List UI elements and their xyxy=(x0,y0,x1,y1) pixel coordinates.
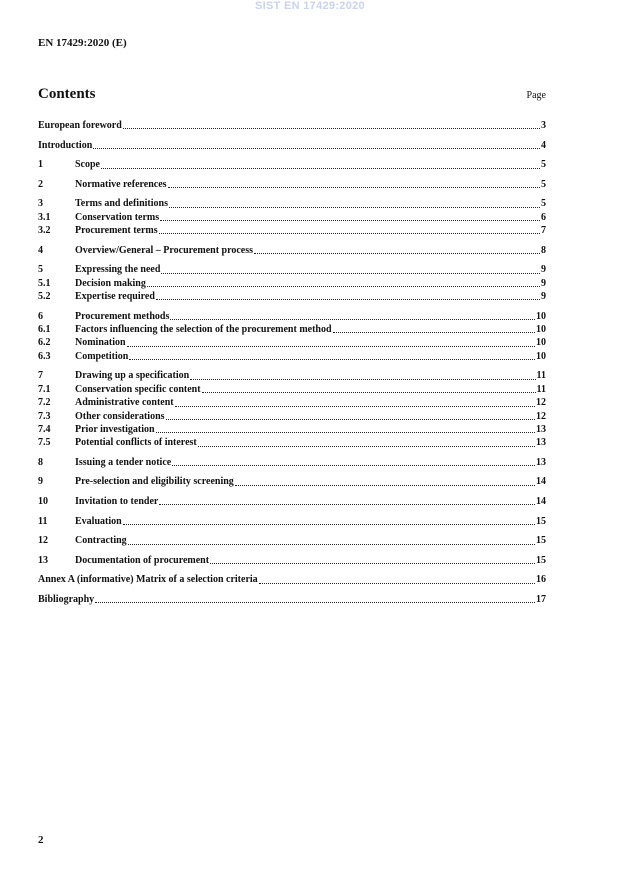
toc-entry-number: 8 xyxy=(38,456,43,468)
toc-dot-leader xyxy=(210,562,535,564)
toc-entry-page: 5 xyxy=(541,178,546,190)
toc-entry-page: 7 xyxy=(541,225,546,237)
toc-entry[interactable] xyxy=(38,423,546,436)
toc-entry-title: Issuing a tender notice xyxy=(75,456,172,468)
toc-entry-title: Scope xyxy=(75,159,100,171)
toc-entry[interactable] xyxy=(38,573,546,586)
toc-dot-leader xyxy=(123,127,540,129)
toc-entry-title: Documentation of procurement xyxy=(75,554,210,566)
toc-dot-leader xyxy=(190,378,535,380)
toc-entry[interactable] xyxy=(38,158,546,171)
toc-entry-number: 11 xyxy=(38,515,48,527)
toc-entry-number: 1 xyxy=(38,159,43,171)
toc-entry[interactable] xyxy=(38,410,546,423)
toc-entry[interactable] xyxy=(38,323,546,336)
toc-entry-page: 13 xyxy=(536,437,546,449)
toc-entry-page: 14 xyxy=(536,496,546,508)
toc-entry[interactable] xyxy=(38,396,546,409)
contents-title: Contents xyxy=(38,86,96,102)
toc-entry-title: Overview/General – Procurement process xyxy=(75,244,254,256)
toc-entry-title: Administrative content xyxy=(75,397,174,409)
toc-entry[interactable] xyxy=(38,139,546,152)
toc-dot-leader xyxy=(129,358,535,360)
toc-entry-number: 7 xyxy=(38,370,43,382)
toc-entry-number: 3.1 xyxy=(38,211,51,223)
toc-entry-title: Expressing the need xyxy=(75,264,161,276)
toc-entry[interactable] xyxy=(38,369,546,382)
toc-entry-title: Procurement methods xyxy=(75,310,170,322)
toc-entry-page: 10 xyxy=(536,350,546,362)
toc-entry-title: Annex A (informative) Matrix of a selection criteria xyxy=(38,574,258,586)
toc-entry-title: Nomination xyxy=(75,337,126,349)
toc-entry-page: 11 xyxy=(536,370,546,382)
toc-entry-title: Potential conflicts of interest xyxy=(75,437,197,449)
toc-entry-title: Procurement terms xyxy=(75,225,158,237)
toc-entry-number: 7.2 xyxy=(38,397,51,409)
toc-entry[interactable] xyxy=(38,495,546,508)
toc-entry-page: 4 xyxy=(541,139,546,151)
toc-entry[interactable] xyxy=(38,593,546,606)
toc-entry-number: 10 xyxy=(38,496,48,508)
toc-dot-leader xyxy=(101,167,540,169)
toc-entry-page: 9 xyxy=(541,291,546,303)
toc-entry-title: Decision making xyxy=(75,277,146,289)
toc-entry-title: Factors influencing the selection of the procurement method xyxy=(75,324,332,335)
toc-entry[interactable] xyxy=(38,350,546,363)
page-number: 2 xyxy=(38,834,44,846)
toc-entry-number: 3.2 xyxy=(38,225,51,237)
toc-entry[interactable] xyxy=(38,515,546,528)
toc-entry-title: Expertise required xyxy=(75,291,155,303)
toc-dot-leader xyxy=(93,147,540,149)
toc-dot-leader xyxy=(169,206,540,208)
toc-entry-page: 13 xyxy=(536,456,546,468)
toc-entry-page: 10 xyxy=(536,310,546,322)
toc-entry-page: 9 xyxy=(541,277,546,289)
toc-entry-page: 17 xyxy=(536,593,546,605)
toc-entry-number: 13 xyxy=(38,554,48,566)
toc-entry[interactable] xyxy=(38,383,546,396)
toc-dot-leader xyxy=(128,543,535,545)
toc-dot-leader xyxy=(161,272,540,274)
toc-entry[interactable] xyxy=(38,119,546,132)
toc-entry-number: 7.3 xyxy=(38,410,51,422)
toc-dot-leader xyxy=(159,232,540,234)
toc-entry-number: 7.1 xyxy=(38,383,51,395)
toc-entry-title: Other considerations xyxy=(75,410,165,422)
toc-dot-leader xyxy=(175,405,535,407)
toc-dot-leader xyxy=(198,445,535,447)
toc-entry[interactable] xyxy=(38,244,546,257)
toc-entry-page: 3 xyxy=(541,120,546,131)
toc-entry-title: Evaluation xyxy=(75,515,122,527)
toc-entry-page: 13 xyxy=(536,423,546,435)
toc-entry-page: 12 xyxy=(536,410,546,422)
toc-dot-leader xyxy=(170,318,535,320)
toc-entry[interactable] xyxy=(38,436,546,449)
toc-dot-leader xyxy=(147,285,540,287)
toc-entry-page: 15 xyxy=(536,554,546,566)
toc-dot-leader xyxy=(156,298,540,300)
watermark: SIST EN 17429:2020 xyxy=(255,0,365,12)
toc-dot-leader xyxy=(172,464,535,466)
document-id: EN 17429:2020 (E) xyxy=(38,37,127,49)
toc-entry-title: Conservation specific content xyxy=(75,383,201,395)
toc-dot-leader xyxy=(123,523,535,525)
toc-entry-page: 16 xyxy=(536,574,546,586)
toc-entry-page: 9 xyxy=(541,264,546,276)
toc-entry[interactable] xyxy=(38,336,546,349)
toc-entry-page: 12 xyxy=(536,397,546,409)
toc-entry-number: 5.2 xyxy=(38,291,51,303)
toc-dot-leader xyxy=(95,601,535,603)
toc-entry[interactable] xyxy=(38,554,546,567)
toc-entry-number: 3 xyxy=(38,198,43,210)
toc-dot-leader xyxy=(333,331,535,333)
toc-entry-number: 7.5 xyxy=(38,437,51,449)
toc-entry-title: Invitation to tender xyxy=(75,496,159,508)
toc-dot-leader xyxy=(235,484,535,486)
toc-entry-page: 15 xyxy=(536,535,546,547)
toc-entry-title: Contracting xyxy=(75,535,127,547)
toc-entry-title: Prior investigation xyxy=(75,423,155,435)
toc-entry-number: 4 xyxy=(38,244,43,256)
toc-entry-page: 5 xyxy=(541,198,546,210)
toc-entry-page: 14 xyxy=(536,476,546,488)
toc-entry-number: 7.4 xyxy=(38,423,51,435)
toc-entry-page: 10 xyxy=(536,324,546,335)
toc-dot-leader xyxy=(166,418,535,420)
toc-entry-title: Introduction xyxy=(38,139,93,151)
toc-entry-title: Pre-selection and eligibility screening xyxy=(75,476,234,488)
toc-entry-number: 6.1 xyxy=(38,324,51,335)
toc-entry-number: 6.3 xyxy=(38,350,51,362)
toc-entry[interactable] xyxy=(38,263,546,276)
toc-dot-leader xyxy=(202,391,536,393)
toc-entry[interactable] xyxy=(38,211,546,224)
toc-entry-page: 11 xyxy=(536,383,546,395)
toc-entry[interactable] xyxy=(38,475,546,488)
table-of-contents xyxy=(38,119,546,606)
toc-entry-page: 15 xyxy=(536,515,546,527)
toc-entry-title: Bibliography xyxy=(38,593,95,605)
toc-entry-page: 6 xyxy=(541,211,546,223)
toc-entry-number: 5 xyxy=(38,264,43,276)
toc-entry[interactable] xyxy=(38,290,546,303)
toc-entry[interactable] xyxy=(38,224,546,237)
toc-entry[interactable] xyxy=(38,456,546,469)
toc-dot-leader xyxy=(259,582,535,584)
toc-entry-title: Competition xyxy=(75,350,129,362)
toc-entry-page: 10 xyxy=(536,337,546,349)
toc-entry-number: 9 xyxy=(38,476,43,488)
toc-entry-number: 12 xyxy=(38,535,48,547)
toc-entry-title: European foreword xyxy=(38,120,122,131)
page-column-label: Page xyxy=(526,90,546,101)
toc-entry[interactable] xyxy=(38,178,546,191)
toc-entry-number: 5.1 xyxy=(38,277,51,289)
toc-entry-title: Terms and definitions xyxy=(75,198,168,210)
toc-entry-title: Normative references xyxy=(75,178,167,190)
toc-dot-leader xyxy=(127,345,535,347)
toc-entry-title: Drawing up a specification xyxy=(75,370,190,382)
toc-entry-number: 6 xyxy=(38,310,43,322)
toc-entry-page: 5 xyxy=(541,159,546,171)
toc-entry[interactable] xyxy=(38,534,546,547)
toc-entry[interactable] xyxy=(38,197,546,210)
toc-dot-leader xyxy=(168,186,540,188)
toc-entry-number: 6.2 xyxy=(38,337,51,349)
toc-entry-title: Conservation terms xyxy=(75,211,160,223)
toc-entry-number: 2 xyxy=(38,178,43,190)
toc-entry[interactable] xyxy=(38,310,546,323)
toc-dot-leader xyxy=(156,431,535,433)
toc-entry-page: 8 xyxy=(541,244,546,256)
toc-entry[interactable] xyxy=(38,277,546,290)
toc-dot-leader xyxy=(254,252,540,254)
toc-dot-leader xyxy=(159,503,535,505)
toc-dot-leader xyxy=(160,219,540,221)
